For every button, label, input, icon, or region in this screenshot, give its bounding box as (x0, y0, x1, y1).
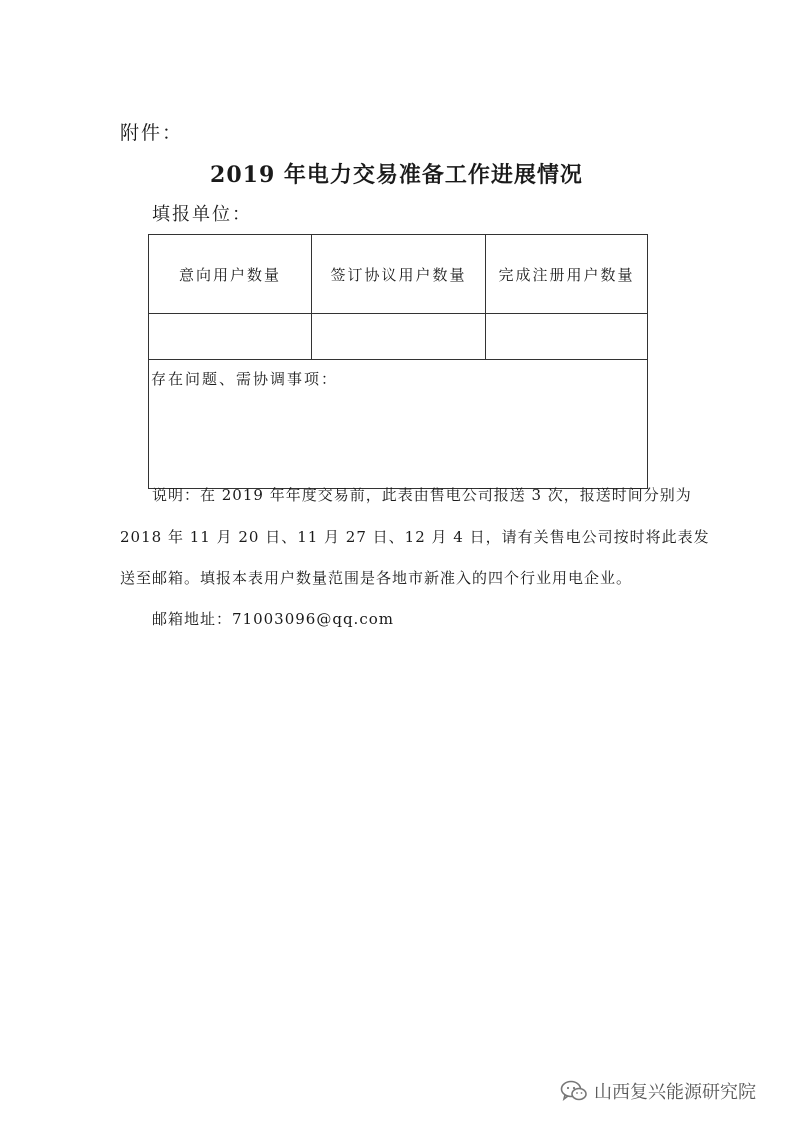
signed-users-cell[interactable] (312, 314, 486, 360)
registered-users-cell[interactable] (486, 314, 648, 360)
email-address: 邮箱地址：71003096@qq.com (152, 610, 394, 628)
progress-form-table (148, 234, 648, 489)
watermark-text: 山西复兴能源研究院 (594, 1082, 756, 1103)
note-line-1: 说明：在 2019 年年度交易前，此表由售电公司报送 3 次，报送时间分别为 (152, 486, 692, 504)
reporting-unit-label: 填报单位： (152, 204, 252, 225)
attachment-label: 附件： (120, 122, 184, 144)
intended-users-cell[interactable] (149, 314, 312, 360)
issues-cell[interactable] (149, 360, 648, 489)
note-line-3: 送至邮箱。填报本表用户数量范围是各地市新准入的四个行业用电企业。 (120, 569, 633, 587)
column-header-registered-users: 完成注册用户数量 (486, 235, 648, 314)
table-input-row (149, 314, 648, 360)
document-title: 2019 年电力交易准备工作进展情况 (210, 162, 583, 188)
issues-label: 存在问题、需协调事项： (151, 370, 339, 388)
watermark (560, 1078, 756, 1104)
wechat-icon (560, 1080, 588, 1102)
column-header-intended-users: 意向用户数量 (149, 235, 312, 314)
column-header-signed-users: 签订协议用户数量 (312, 235, 486, 314)
table-header-row (149, 235, 648, 314)
note-line-2: 2018 年 11 月 20 日、11 月 27 日、12 月 4 日，请有关售电公司按时将此表发 (120, 528, 710, 546)
issues-row (149, 360, 648, 489)
